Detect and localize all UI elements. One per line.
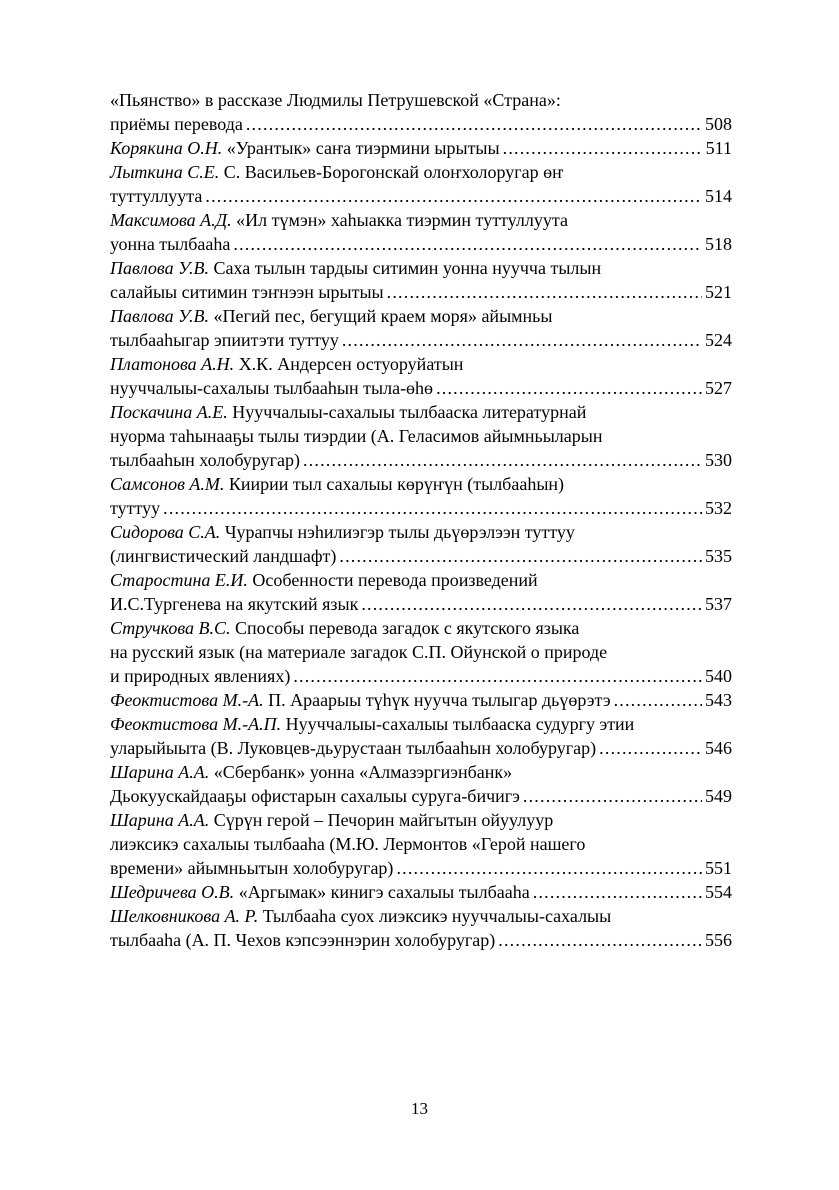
entry-author: Феоктистова М.-А. [110, 690, 264, 710]
toc-line-text [110, 328, 339, 352]
toc-line [110, 304, 732, 328]
toc-line [110, 808, 732, 832]
entry-title-line: и природных явлениях) [110, 666, 291, 686]
toc-line [110, 568, 732, 592]
toc-line-text [110, 592, 358, 616]
toc-entry [110, 208, 732, 256]
toc-line [110, 496, 732, 520]
entry-author: Шарина А.А. [110, 810, 210, 830]
toc-entry [110, 160, 732, 208]
toc-line [110, 832, 732, 856]
toc-line-text [110, 762, 512, 782]
toc-entry [110, 688, 732, 712]
toc-line-text [110, 714, 634, 734]
toc-line-text [110, 162, 563, 182]
dot-leader [293, 664, 702, 688]
entry-page-number: 508 [705, 114, 732, 134]
dot-leader [342, 328, 702, 352]
toc-line [110, 736, 732, 760]
dot-leader [163, 496, 702, 520]
dot-leader [303, 448, 702, 472]
entry-title-line: «Аргымак» кинигэ сахалыы тылбааһа [238, 882, 530, 902]
entry-page-number: 537 [705, 594, 732, 614]
entry-page-number: 524 [705, 330, 732, 350]
dot-leader [361, 592, 702, 616]
entry-page-number: 521 [705, 282, 732, 302]
toc-entry [110, 352, 732, 400]
toc-line-text [110, 834, 585, 854]
toc-line-text [110, 90, 561, 110]
toc-line [110, 928, 732, 952]
toc-line-text [110, 210, 568, 230]
toc-line [110, 280, 732, 304]
entry-title-line: тылбааһын холобуругар) [110, 450, 300, 470]
entry-title-line: нуорма таһынааҕы тылы тиэрдии (А. Геласимов айымньыларын [110, 426, 603, 446]
entry-title-line: тылбааһа (А. П. Чехов кэпсээннэрин холобуругар) [110, 930, 496, 950]
entry-page-number: 546 [705, 738, 732, 758]
toc-line-text [110, 232, 230, 256]
toc-line-text [110, 906, 611, 926]
table-of-contents [110, 88, 732, 952]
toc-line [110, 400, 732, 424]
toc-entry [110, 760, 732, 808]
entry-title-line: Сүрүн герой – Печорин майгытын ойуулуур [213, 810, 554, 830]
entry-title-line: «Ил түмэн» хаһыакка тиэрмин туттуллуута [236, 210, 568, 230]
dot-leader [498, 928, 702, 952]
entry-title-line: Чурапчы нэһилиэгэр тылы дьүөрэлээн туттуу [224, 522, 575, 542]
toc-line-text [110, 784, 520, 808]
entry-title-line: Саха тылын тардыы ситимин уонна нуучча тылын [213, 258, 602, 278]
entry-title-line: туттуллуута [110, 186, 203, 206]
footer-page-number: 13 [411, 1099, 428, 1118]
entry-page-number: 527 [705, 378, 732, 398]
dot-leader [396, 856, 702, 880]
entry-title-line: лиэксикэ сахалыы тылбааһа (М.Ю. Лермонтов «Герой нашего [110, 834, 586, 854]
toc-line [110, 856, 732, 880]
entry-page-number: 543 [705, 690, 732, 710]
toc-line-text [110, 928, 495, 952]
toc-line [110, 640, 732, 664]
entry-page-number: 514 [705, 186, 732, 206]
entry-title-line: на русский язык (на материале загадок С.П. Ойунской о природе [110, 642, 608, 662]
toc-line-text [110, 354, 463, 374]
toc-entry [110, 520, 732, 568]
toc-line [110, 352, 732, 376]
entry-author: Шарина А.А. [110, 762, 210, 782]
toc-line [110, 688, 732, 712]
toc-line-text [110, 544, 336, 568]
entry-author: Шедричева О.В. [110, 882, 235, 902]
entry-title-line: Особенности перевода произведений [252, 570, 538, 590]
entry-title-line: Способы перевода загадок с якутского языка [235, 618, 580, 638]
dot-leader [599, 736, 702, 760]
entry-page-number: 535 [705, 546, 732, 566]
toc-line-text [110, 642, 607, 662]
entry-page-number: 556 [705, 930, 732, 950]
toc-line [110, 208, 732, 232]
toc-line [110, 520, 732, 544]
entry-author: Лыткина С.Е. [110, 162, 220, 182]
entry-title-line: «Сбербанк» уонна «Алмазэргиэнбанк» [213, 762, 513, 782]
toc-line [110, 160, 732, 184]
entry-author: Корякина О.Н. [110, 138, 223, 158]
entry-page-number: 518 [705, 234, 732, 254]
toc-line [110, 880, 732, 904]
toc-line [110, 472, 732, 496]
dot-leader [533, 880, 702, 904]
entry-title-line: С. Васильев-Борогонскай олоҥхолоругар өҥ [223, 162, 564, 182]
toc-line [110, 88, 732, 112]
toc-line [110, 616, 732, 640]
dot-leader [387, 280, 702, 304]
entry-author: Сидорова С.А. [110, 522, 221, 542]
toc-line [110, 232, 732, 256]
toc-line-text [110, 810, 553, 830]
entry-title-line: Нууччалыы-сахалыы тылбааска судургу этии [285, 714, 635, 734]
toc-line-text [110, 522, 575, 542]
dot-leader [246, 112, 702, 136]
toc-line-text [110, 280, 384, 304]
entry-author: Платонова А.Н. [110, 354, 235, 374]
entry-title-line: Киирии тыл сахалыы көрүҥүн (тылбааһын) [228, 474, 565, 494]
toc-line-text [110, 474, 564, 494]
entry-page-number: 532 [705, 498, 732, 518]
toc-entry [110, 88, 732, 136]
toc-line [110, 136, 732, 160]
toc-line-text [110, 376, 433, 400]
toc-line-text [110, 136, 500, 160]
toc-line-text [110, 448, 300, 472]
toc-entry [110, 616, 732, 688]
entry-title-line: нууччалыы-сахалыы тылбааһын тыла-өһө [110, 378, 434, 398]
toc-line-text [110, 258, 601, 278]
entry-page-number: 549 [705, 786, 732, 806]
toc-entry [110, 880, 732, 904]
entry-title-line: времени» айымньытын холобуругар) [110, 858, 394, 878]
toc-entry [110, 304, 732, 352]
entry-title-line: Дьокуускайдааҕы офистарын сахалыы суруга-бичигэ [110, 786, 520, 806]
page-footer [0, 1098, 839, 1120]
toc-line [110, 112, 732, 136]
toc-line [110, 784, 732, 808]
entry-title-line: «Пегий пес, бегущий краем моря» айымньы [213, 306, 553, 326]
toc-line [110, 760, 732, 784]
entry-title-line: «Урантык» саҥа тиэрмини ырытыы [226, 138, 500, 158]
entry-author: Поскачина А.Е. [110, 402, 228, 422]
toc-line-text [110, 570, 538, 590]
toc-line [110, 424, 732, 448]
toc-entry [110, 472, 732, 520]
entry-author: Феоктистова М.-А.П. [110, 714, 282, 734]
toc-line [110, 904, 732, 928]
entry-title-line: Тылбааһа суох лиэксикэ нууччалыы-сахалыы [262, 906, 612, 926]
entry-author: Шелковникова А. Р. [110, 906, 259, 926]
dot-leader [233, 232, 702, 256]
entry-author: Максимова А.Д. [110, 210, 232, 230]
entry-author: Стручкова В.С. [110, 618, 231, 638]
toc-entry [110, 904, 732, 952]
entry-page-number: 540 [705, 666, 732, 686]
toc-line-text [110, 688, 611, 712]
toc-line [110, 664, 732, 688]
toc-line [110, 256, 732, 280]
dot-leader [614, 688, 702, 712]
entry-page-number: 551 [705, 858, 732, 878]
toc-entry [110, 808, 732, 880]
toc-line-text [110, 426, 603, 446]
dot-leader [339, 544, 702, 568]
toc-line [110, 712, 732, 736]
toc-line-text [110, 306, 553, 326]
toc-line-text [110, 496, 160, 520]
dot-leader [523, 784, 702, 808]
entry-title-line: Х.К. Андерсен остуоруйатын [238, 354, 464, 374]
toc-line-text [110, 856, 393, 880]
entry-title-line: туттуу [110, 498, 161, 518]
toc-line [110, 448, 732, 472]
toc-entry [110, 400, 732, 472]
entry-title-line: И.С.Тургенева на якутский язык [110, 594, 359, 614]
dot-leader [503, 136, 703, 160]
entry-title-line: Нууччалыы-сахалыы тылбааска литературнай [232, 402, 587, 422]
entry-title-line: (лингвистический ландшафт) [110, 546, 337, 566]
entry-title-line: «Пьянство» в рассказе Людмилы Петрушевской «Страна»: [110, 90, 561, 110]
toc-line [110, 328, 732, 352]
toc-line-text [110, 880, 530, 904]
entry-author: Старостина Е.И. [110, 570, 248, 590]
toc-line-text [110, 184, 202, 208]
entry-author: Самсонов А.М. [110, 474, 225, 494]
toc-line [110, 184, 732, 208]
entry-page-number: 530 [705, 450, 732, 470]
toc-line-text [110, 664, 290, 688]
toc-entry [110, 136, 732, 160]
dot-leader [205, 184, 702, 208]
toc-line-text [110, 112, 243, 136]
toc-entry [110, 568, 732, 616]
entry-author: Павлова У.В. [110, 306, 210, 326]
entry-title-line: уларыйыыта (В. Луковцев-дьурустаан тылбааһын холобуругар) [110, 738, 597, 758]
entry-page-number: 554 [705, 882, 732, 902]
entry-title-line: приёмы перевода [110, 114, 243, 134]
toc-line [110, 544, 732, 568]
entry-author: Павлова У.В. [110, 258, 210, 278]
entry-title-line: П. Араарыы түһүк нуучча тылыгар дьүөрэтэ [268, 690, 611, 710]
toc-line-text [110, 402, 586, 422]
toc-line-text [110, 736, 596, 760]
entry-title-line: уонна тылбааһа [110, 234, 231, 254]
entry-title-line: салайыы ситимин тэҥнээн ырытыы [110, 282, 384, 302]
entry-page-number: 511 [705, 138, 732, 158]
toc-line [110, 376, 732, 400]
toc-entry [110, 712, 732, 760]
toc-entry [110, 256, 732, 304]
toc-line [110, 592, 732, 616]
toc-line-text [110, 618, 579, 638]
entry-title-line: тылбааһыгар эпиитэти туттуу [110, 330, 339, 350]
dot-leader [436, 376, 702, 400]
